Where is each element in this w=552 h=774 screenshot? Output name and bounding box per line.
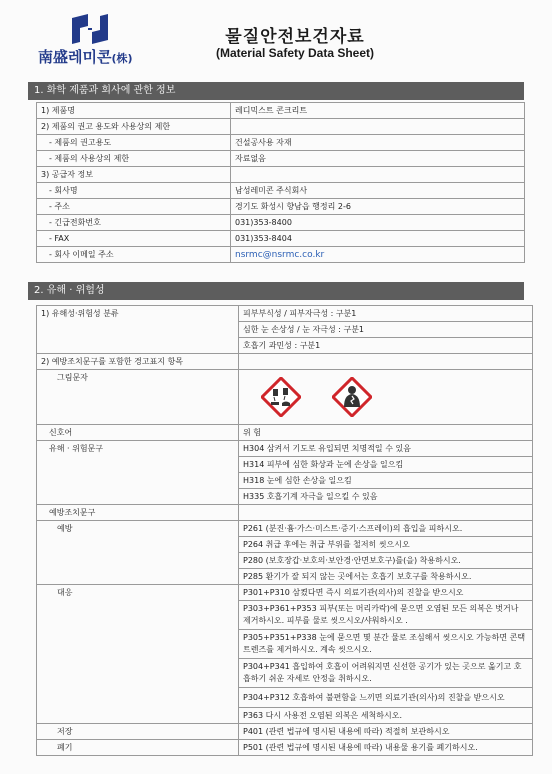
logo-text: 南盛레미콘(株) (38, 48, 133, 66)
table-row: - 제품의 권고용도 건설공사용 자재 (37, 135, 525, 151)
table-row: 심한 눈 손상성 / 눈 자극성 : 구분1 (37, 322, 533, 338)
table-row: 예방 P261 (분진·흄·가스·미스트·증기·스프레이)의 흡입을 피하시오. (37, 521, 533, 537)
table-row: H335 호흡기계 자극을 일으킬 수 있음 (37, 489, 533, 505)
table-row: 예방조치문구 (37, 505, 533, 521)
section2-heading: 2. 유해 · 위험성 (28, 282, 524, 300)
table-row: 3) 공급자 정보 (37, 167, 525, 183)
health-hazard-icon (332, 377, 372, 417)
company-logo (38, 12, 148, 68)
table-row: P264 취급 후에는 취급 부위를 철저히 씻으시오 (37, 537, 533, 553)
table-row: P304+P341 흡입하여 호흡이 어려워지면 신선한 공기가 있는 곳으로 옮기고 호흡하기 쉬운 자세로 안정을 취하시오. (37, 659, 533, 688)
table-row: 호흡기 과민성 : 구분1 (37, 338, 533, 354)
table-row: - 제품의 사용상의 제한 자료없음 (37, 151, 525, 167)
table-row: 1) 제품명 레디믹스트 콘크리트 (37, 103, 525, 119)
table-row: 2) 예방조치문구를 포함한 경고표지 항목 (37, 354, 533, 370)
logo-mark-icon (68, 12, 112, 46)
table-row: 1) 유해성·위험성 분류 피부부식성 / 피부자극성 : 구분1 (37, 306, 533, 322)
company-email-link[interactable]: nsrmc@nsrmc.co.kr (235, 249, 325, 260)
table-row: 2) 제품의 권고 용도와 사용상의 제한 (37, 119, 525, 135)
table-row: 그림문자 (37, 370, 533, 425)
table-row: H318 눈에 심한 손상을 일으킴 (37, 473, 533, 489)
document-subtitle: (Material Safety Data Sheet) (215, 46, 375, 60)
table-row: 대응 P301+P310 삼켰다면 즉시 의료기관(의사)의 진찰을 받으시오 (37, 585, 533, 601)
table-row: 신호어 위 험 (37, 425, 533, 441)
table-row: - 주소 경기도 화성시 향남읍 행정리 2-6 (37, 199, 525, 215)
table-row: - 회사 이메일 주소 nsrmc@nsrmc.co.kr (37, 247, 525, 263)
table-row: - 회사명 남성레미콘 주식회사 (37, 183, 525, 199)
pictogram-cell (239, 370, 533, 425)
table-row: - 긴급전화번호 031)353-8400 (37, 215, 525, 231)
section2-table (36, 305, 533, 756)
document-title: 물질안전보건자료 (225, 27, 365, 47)
table-row: P285 환기가 잘 되지 않는 곳에서는 호흡기 보호구를 착용하시오. (37, 569, 533, 585)
section1-table (36, 102, 525, 263)
table-row: 폐기 P501 (관련 법규에 명시된 내용에 따라) 내용물 용기를 폐기하시오. (37, 740, 533, 756)
table-row: - FAX 031)353-8404 (37, 231, 525, 247)
table-row: P280 (보호장갑·보호의·보안경·안면보호구)를(을) 착용하시오. (37, 553, 533, 569)
table-row: P303+P361+P353 피부(또는 머리카락)에 묻으면 오염된 모든 의복은 벗거나 제거하시오. 피부를 물로 씻으시오/샤워하시오 . (37, 601, 533, 630)
corrosion-icon (261, 377, 301, 417)
table-row: 저장 P401 (관련 법규에 명시된 내용에 따라) 적절히 보관하시오 (37, 724, 533, 740)
table-row: 유해 · 위험문구 H304 삼켜서 기도로 유입되면 치명적일 수 있음 (37, 441, 533, 457)
table-row: P363 다시 사용전 오염된 의복은 세척하시오. (37, 708, 533, 724)
table-row: P305+P351+P338 눈에 묻으면 몇 분간 물로 조심해서 씻으시오 가능하면 콘택트렌즈를 제거하시오. 계속 씻으시오. (37, 630, 533, 659)
table-row: H314 피부에 심한 화상과 눈에 손상을 일으킴 (37, 457, 533, 473)
section1-heading: 1. 화학 제품과 회사에 관한 정보 (28, 82, 524, 100)
table-row: P304+P312 호흡하여 불편함을 느끼면 의료기관(의사)의 진찰을 받으시오 (37, 688, 533, 708)
